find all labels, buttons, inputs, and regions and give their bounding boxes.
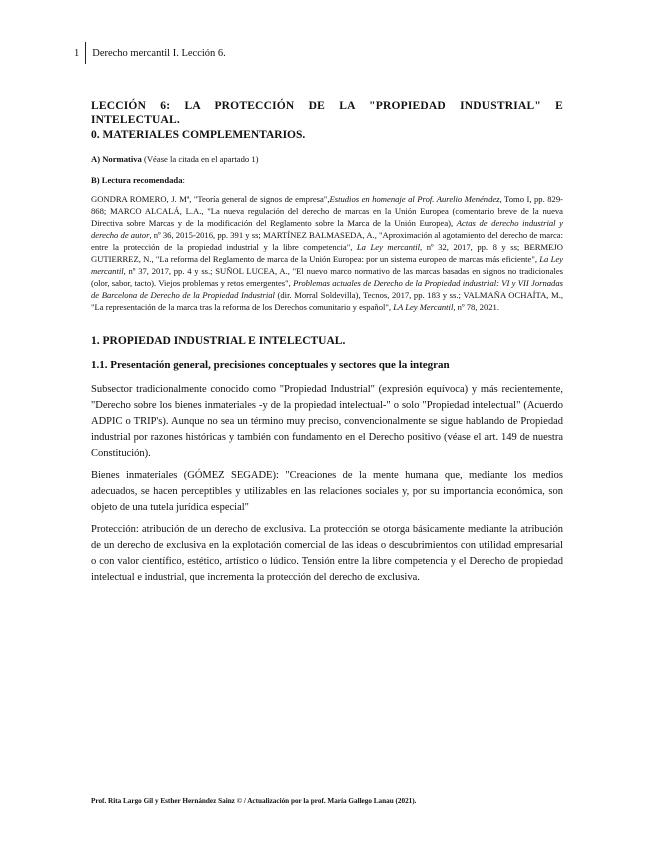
section-b (91, 174, 563, 186)
page-footer: Prof. Rita Largo Gil y Esther Hernández Sainz © / Actualización por la prof. María Gallego Lanau (2021). (91, 797, 417, 805)
page-content (91, 99, 563, 586)
header-divider (85, 42, 86, 64)
biblio-text: , nº 32, 2017, pp. 8 y ss; BERMEJO GUTIERREZ, N., "La reforma del Reglamento de marca de la Unión Europea: por un sistema europeo de marcas más eficiente", (91, 242, 563, 264)
biblio-title: Problemas actuales de Derecho de la Propiedad industrial: VI y VII Jornadas de Barcelona de Derecho de la Propiedad Industrial (91, 278, 563, 300)
page-header (74, 40, 226, 66)
section-1-1-heading: 1.1. Presentación general, precisiones conceptuales y sectores que la integran (91, 359, 450, 371)
biblio-title: La Ley mercantil (356, 242, 421, 252)
bibliography (91, 193, 563, 313)
materials-heading: 0. MATERIALES COMPLEMENTARIOS. (91, 129, 306, 141)
biblio-text: GONDRA ROMERO, J. Mª, "Teoría general de signos de empresa", (91, 194, 330, 204)
lesson-title (91, 99, 563, 127)
paragraph-1: Subsector tradicionalmente conocido como "Propiedad Industrial" (expresión equívoca) y más recientemente, "Derecho sobre los bienes inmateriales -y de la propiedad intelectual-" o solo "Propiedad intelectual" (Acuerdo ADPIC o TRIP's). Aunque no sea un término muy preciso, convencionalmente se sigue hablando de Propiedad industrial por razones históricas y también con fundamento en el Derecho positivo (véase el art. 149 de nuestra Constitución). (91, 384, 563, 459)
running-title: Derecho mercantil I. Lección 6. (92, 47, 226, 59)
section-a-label: A) Normativa (91, 154, 142, 164)
biblio-text: , Tomo I, pp. 829-868; MARCO ALCALÁ, L.A., "La nueva regulación del derecho de marcas en la Unión Europea (comentario breve de la nueva Directiva sobre Marcas y de la modificación del Reglamento sobre la Marca de la Unión Europea), (91, 194, 563, 228)
lesson-title-line2: INTELECTUAL. (91, 114, 180, 126)
biblio-text: (dir. Morral Soldevilla), Tecnos, 2017, pp. 183 y ss.; VALMAÑA OCHAÍTA, M., "La representación de la marca tras la reforma de los Derechos comunitario y español", (91, 290, 563, 312)
section-a (91, 153, 563, 165)
biblio-title: LA Ley Mercantil (393, 302, 454, 312)
section-b-label: B) Lectura recomendada (91, 175, 183, 185)
biblio-title: Actas de derecho industrial y derecho de autor (91, 218, 563, 240)
biblio-text: , nº 78, 2021. (453, 302, 499, 312)
biblio-text: , nº 36, 2015-2016, pp. 391 y ss; MARTÍNEZ BALMASEDA, A., "Aproximación al agotamiento del derecho de marca: entre la protección de la propiedad industrial y la libre competencia", (91, 230, 563, 252)
lesson-title-line1: LECCIÓN 6: LA PROTECCIÓN DE LA "PROPIEDAD INDUSTRIAL" E (91, 100, 563, 112)
section-1-heading: 1. PROPIEDAD INDUSTRIAL E INTELECTUAL. (91, 335, 346, 347)
biblio-title: Estudios en homenaje al Prof. Aurelio Menéndez (329, 194, 500, 204)
section-b-colon: : (182, 175, 185, 185)
biblio-title: La Ley mercantil (91, 254, 563, 276)
paragraph-3: Protección: atribución de un derecho de exclusiva. La protección se otorga básicamente mediante la atribución de un derecho de exclusiva en la explotación comercial de las ideas o descubrimientos con utilidad empresarial o con valor científico, estético, artístico o lúdico. Tensión entre la libre competencia y el Derecho de propiedad intelectual e industrial, que incrementa la protección del derecho de exclusiva. (91, 524, 563, 583)
biblio-text: , nº 37, 2017, pp. 4 y ss.; SUÑOL LUCEA, A., "El nuevo marco normativo de las marcas basadas en signos no tradicionales (olor, sabor, tacto). Viejos problemas y retos emergentes", (91, 266, 563, 288)
section-a-text: (Véase la citada en el apartado 1) (141, 154, 259, 164)
page-number: 1 (74, 47, 80, 59)
paragraph-2: Bienes inmateriales (GÓMEZ SEGADE): "Creaciones de la mente humana que, mediante los medios adecuados, se hacen perceptibles y utilizables en las relaciones sociales y, por su importancia económica, son objeto de una tutela jurídica especial" (91, 470, 563, 513)
